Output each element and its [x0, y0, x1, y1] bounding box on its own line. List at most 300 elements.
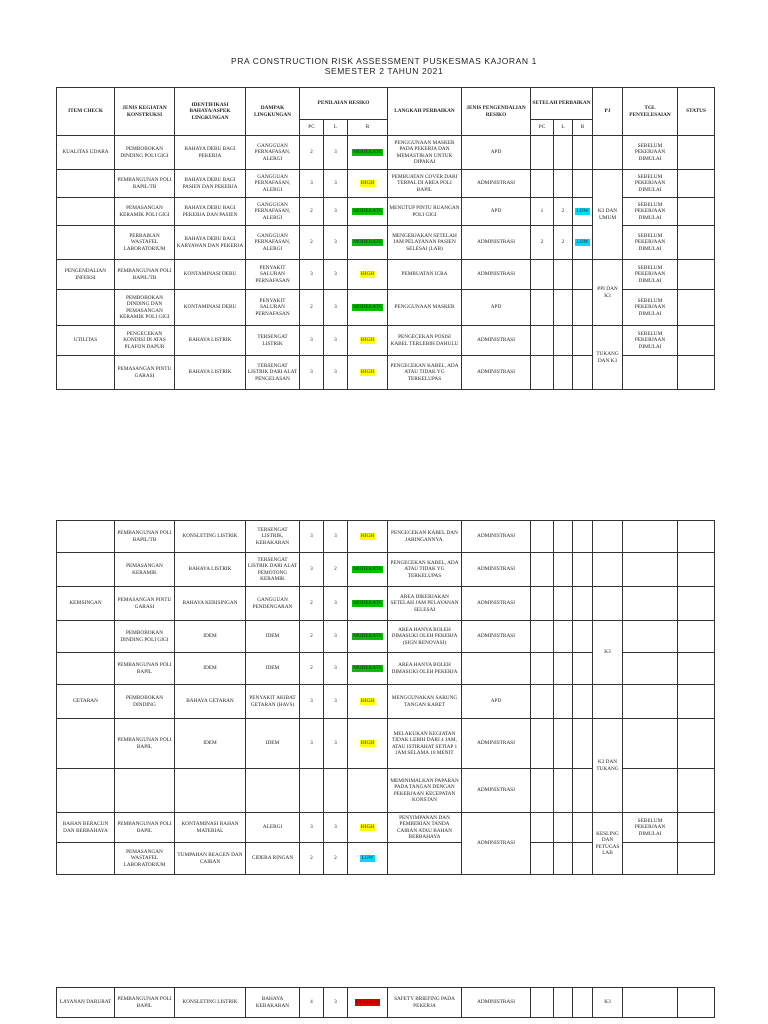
- cell-langkah: AREA DIKERJAKAN SETELAH JAM PELAYANAN SELESAI: [388, 587, 462, 621]
- cell-l: 3: [324, 813, 348, 843]
- cell-after-r: [573, 226, 593, 260]
- cell-pengendalian: ADMINISTRASI: [462, 988, 531, 1018]
- cell-after-pc: [531, 621, 554, 653]
- cell-pj: PPI DAN K3: [593, 260, 623, 326]
- risk-badge: MODERATE: [353, 600, 382, 607]
- cell-l: 3: [324, 621, 348, 653]
- cell-dampak: IDEM: [246, 653, 300, 685]
- cell-item: GETARAN: [57, 685, 115, 719]
- cell-pc: 2: [300, 226, 324, 260]
- cell-status: [678, 843, 715, 875]
- risk-badge-after: LOW: [576, 239, 589, 246]
- cell-item: [57, 521, 115, 553]
- cell-status: [678, 769, 715, 813]
- table-row: [57, 587, 715, 621]
- cell-langkah: PENGGUNAAN MASKER: [388, 290, 462, 326]
- cell-item: UTILITAS: [57, 326, 115, 356]
- cell-r: [348, 356, 388, 390]
- cell-jenis: PEMBANGUNAN POLI BAPIL: [115, 813, 175, 843]
- cell-pengendalian: APD: [462, 685, 531, 719]
- cell-status: [678, 719, 715, 769]
- cell-l: 2: [324, 553, 348, 587]
- cell-status: [678, 988, 715, 1018]
- table-row: [57, 521, 715, 553]
- cell-status: [678, 553, 715, 587]
- cell-after-r: [573, 260, 593, 290]
- table-row: [57, 813, 715, 843]
- cell-after-r: [573, 136, 593, 170]
- cell-status: [678, 587, 715, 621]
- cell-langkah: AREA HANYA BOLEH DIMASUKI OLEH PEKERJA: [388, 653, 462, 685]
- cell-after-r: [573, 326, 593, 356]
- cell-after-r: [573, 170, 593, 198]
- cell-status: [678, 685, 715, 719]
- cell-tgl: [623, 356, 678, 390]
- cell-jenis: PENGECEKAN KONDISI DI ATAS PLAFON DAPUR: [115, 326, 175, 356]
- cell-dampak: CIDERA RINGAN: [246, 843, 300, 875]
- cell-r: [348, 136, 388, 170]
- cell-ident: BAHAYA LISTRIK: [175, 326, 246, 356]
- cell-r: [348, 170, 388, 198]
- cell-tgl: SEBELUM PEKERJAAN DIMULAI: [623, 290, 678, 326]
- cell-item: KUALITAS UDARA: [57, 136, 115, 170]
- table-row: [57, 260, 715, 290]
- cell-jenis: PEMBOBOKAN DINDING POLI GIGI: [115, 621, 175, 653]
- cell-jenis: PEMBOBOKAN DINDING POLI GIGI: [115, 136, 175, 170]
- cell-pc: 3: [300, 356, 324, 390]
- cell-tgl: SEBELUM PEKERJAAN DIMULAI: [623, 326, 678, 356]
- cell-l: 3: [324, 685, 348, 719]
- cell-pc: 4: [300, 988, 324, 1018]
- cell-r: [348, 653, 388, 685]
- cell-after-l: 2: [554, 198, 573, 226]
- header-l: L: [324, 120, 348, 136]
- cell-pengendalian: APD: [462, 198, 531, 226]
- cell-r: [348, 988, 388, 1018]
- document-subtitle: SEMESTER 2 TAHUN 2021: [324, 66, 444, 76]
- cell-jenis: PEMBOBOKAN DINDING: [115, 685, 175, 719]
- cell-r: [348, 719, 388, 769]
- cell-after-pc: [531, 769, 554, 813]
- cell-tgl: SEBELUM PEKERJAAN DIMULAI: [623, 136, 678, 170]
- cell-r: [348, 843, 388, 875]
- cell-after-pc: [531, 260, 554, 290]
- cell-pengendalian: APD: [462, 290, 531, 326]
- cell-after-r: [573, 653, 593, 685]
- cell-after-r: [573, 198, 593, 226]
- cell-pengendalian: APD: [462, 136, 531, 170]
- cell-dampak: GANGGUAN PERNAFASAN, ALERGI: [246, 136, 300, 170]
- risk-badge-after: LOW: [576, 208, 589, 215]
- cell-l: 3: [324, 226, 348, 260]
- cell-item: [57, 653, 115, 685]
- cell-item: [57, 553, 115, 587]
- cell-after-pc: 1: [531, 198, 554, 226]
- cell-after-pc: [531, 326, 554, 356]
- cell-pj: [593, 685, 623, 719]
- cell-l: 3: [324, 170, 348, 198]
- cell-l: 3: [324, 290, 348, 326]
- header-after-r: R: [573, 120, 593, 136]
- risk-badge: MODERATE: [353, 149, 382, 156]
- cell-pengendalian: ADMINISTRASI: [462, 621, 531, 653]
- header-pc: PC: [300, 120, 324, 136]
- cell-status: [678, 356, 715, 390]
- cell-tgl: [623, 719, 678, 769]
- header-tgl: TGL PENYELESAIAN: [623, 88, 678, 136]
- cell-pc: 3: [300, 719, 324, 769]
- cell-after-l: [554, 587, 573, 621]
- cell-dampak: GANGGUAN PERNAFASAN, ALERGI: [246, 170, 300, 198]
- cell-langkah: MEMINIMALKAN PAPARAN PADA TANGAN DENGAN PEKERJAAN KECEPATAN KONSTAN: [388, 769, 462, 813]
- cell-item: [57, 843, 115, 875]
- cell-after-l: [554, 653, 573, 685]
- cell-pc: 3: [300, 685, 324, 719]
- cell-dampak: GANGGUAN PENDENGARAN: [246, 587, 300, 621]
- risk-badge: HIGH: [360, 740, 375, 747]
- cell-pengendalian: [462, 653, 531, 685]
- cell-pengendalian: ADMINISTRASI: [462, 587, 531, 621]
- cell-jenis: [115, 769, 175, 813]
- table-row: [57, 685, 715, 719]
- cell-pc: 2: [300, 198, 324, 226]
- cell-ident: BAHAYA DEBU BAGI PEKERJA DAN PASIEN: [175, 198, 246, 226]
- cell-pc: 3: [300, 170, 324, 198]
- cell-tgl: SEBELUM PEKERJAAN DIMULAI: [623, 813, 678, 843]
- cell-l: 3: [324, 326, 348, 356]
- cell-after-r: [573, 553, 593, 587]
- cell-l: 2: [324, 843, 348, 875]
- cell-status: [678, 170, 715, 198]
- risk-badge: MODERATE: [353, 633, 382, 640]
- cell-ident: IDEM: [175, 719, 246, 769]
- cell-pengendalian: ADMINISTRASI: [462, 521, 531, 553]
- cell-l: 3: [324, 719, 348, 769]
- cell-item: [57, 198, 115, 226]
- risk-badge: HIGH: [360, 698, 375, 705]
- cell-pengendalian: ADMINISTRASI: [462, 553, 531, 587]
- cell-tgl: [623, 553, 678, 587]
- cell-after-r: [573, 769, 593, 813]
- cell-dampak: BAHAYA KEBAKARAN: [246, 988, 300, 1018]
- cell-tgl: [623, 521, 678, 553]
- cell-jenis: PEMASANGAN KERAMIK POLI GIGI: [115, 198, 175, 226]
- cell-pc: 2: [300, 136, 324, 170]
- header-identifikasi: IDENTIFIKASI BAHAYA/ASPEK LINGKUNGAN: [175, 88, 246, 136]
- cell-jenis: PEMBANGUNAN POLI BAPIL: [115, 719, 175, 769]
- cell-item: [57, 226, 115, 260]
- cell-langkah: PENYIMPANAN DAN PEMBERIAN TANDA CAIRAN ATAU BAHAN BERBAHAYA: [388, 813, 462, 843]
- cell-langkah: MENGGUNAKAN SARUNG TANGAN KARET: [388, 685, 462, 719]
- cell-ident: TUMPAHAN REAGEN DAN CAIRAN: [175, 843, 246, 875]
- cell-l: 3: [324, 521, 348, 553]
- cell-ident: BAHAYA DEBU BAGI KARYAWAN DAN PEKERJA: [175, 226, 246, 260]
- cell-tgl: [623, 769, 678, 813]
- cell-item: LAYANAN DARURAT: [57, 988, 115, 1018]
- cell-pengendalian: ADMINISTRASI: [462, 260, 531, 290]
- cell-ident: BAHAYA DEBU BAGI PASIEN DAN PEKERJA: [175, 170, 246, 198]
- cell-ident: BAHAYA GETARAN: [175, 685, 246, 719]
- cell-ident: [175, 769, 246, 813]
- cell-jenis: PEMBANGUNAN POLI BAPIL/TB: [115, 170, 175, 198]
- cell-langkah: SAFETY BRIEFING PADA PEKERJA: [388, 988, 462, 1018]
- cell-pc: 2: [300, 621, 324, 653]
- cell-r: [348, 621, 388, 653]
- cell-ident: IDEM: [175, 653, 246, 685]
- cell-after-pc: [531, 843, 554, 875]
- cell-langkah: PEMBUATAN ICRA: [388, 260, 462, 290]
- table-row: [57, 170, 715, 198]
- cell-ident: BAHAYA DEBU BAGI PEKERJA: [175, 136, 246, 170]
- cell-pengendalian: ADMINISTRASI: [462, 356, 531, 390]
- risk-badge: MODERATE: [353, 304, 382, 311]
- cell-dampak: PENYAKIT SALURAN PERNAFASAN: [246, 290, 300, 326]
- risk-badge: HIGH: [360, 337, 375, 344]
- cell-tgl: [623, 685, 678, 719]
- cell-pc: 3: [300, 326, 324, 356]
- risk-table-section-1: [56, 87, 715, 390]
- cell-after-r: [573, 843, 593, 875]
- cell-tgl: [623, 653, 678, 685]
- cell-dampak: PENYAKIT AKIBAT GETARAN (HAVS): [246, 685, 300, 719]
- cell-after-l: [554, 843, 573, 875]
- cell-pj: K3 DAN TUKANG: [593, 719, 623, 813]
- cell-pengendalian: ADMINISTRASI: [462, 326, 531, 356]
- header-langkah: LANGKAH PERBAIKAN: [388, 88, 462, 136]
- cell-pc: 3: [300, 260, 324, 290]
- cell-pj: [593, 521, 623, 553]
- cell-status: [678, 653, 715, 685]
- cell-status: [678, 621, 715, 653]
- cell-after-l: [554, 290, 573, 326]
- cell-l: 3: [324, 653, 348, 685]
- cell-r: [348, 813, 388, 843]
- cell-langkah: MENUTUP PINTU RUANGAN POLI GIGI: [388, 198, 462, 226]
- cell-after-l: [554, 260, 573, 290]
- cell-jenis: PEMASANGAN PINTU GARASI: [115, 587, 175, 621]
- cell-dampak: GANGGUAN PERNAFASAN, ALERGI: [246, 226, 300, 260]
- cell-l: 3: [324, 136, 348, 170]
- header-dampak: DAMPAK LINGKUNGAN: [246, 88, 300, 136]
- cell-after-l: [554, 521, 573, 553]
- cell-after-l: [554, 170, 573, 198]
- cell-tgl: SEBELUM PEKERJAAN DIMULAI: [623, 226, 678, 260]
- cell-after-l: [554, 813, 573, 843]
- cell-after-l: [554, 769, 573, 813]
- cell-after-r: [573, 813, 593, 843]
- cell-r: [348, 326, 388, 356]
- cell-after-r: [573, 621, 593, 653]
- cell-status: [678, 326, 715, 356]
- cell-after-l: [554, 719, 573, 769]
- cell-ident: BAHAYA KEBISINGAN: [175, 587, 246, 621]
- cell-pc: 3: [300, 521, 324, 553]
- cell-ident: KONTAMINASI DEBU: [175, 260, 246, 290]
- cell-r: [348, 521, 388, 553]
- cell-dampak: IDEM: [246, 719, 300, 769]
- cell-after-pc: [531, 356, 554, 390]
- cell-dampak: PENYAKIT SALURAN PERNAFASAN: [246, 260, 300, 290]
- cell-after-r: [573, 521, 593, 553]
- cell-jenis: PEMBANGUNAN POLI BAPIL: [115, 988, 175, 1018]
- cell-dampak: TERSENGAT LISTRIK: [246, 326, 300, 356]
- header-after-l: L: [554, 120, 573, 136]
- cell-item: [57, 621, 115, 653]
- cell-l: 3: [324, 198, 348, 226]
- cell-r: [348, 226, 388, 260]
- cell-after-pc: [531, 136, 554, 170]
- cell-after-pc: [531, 813, 554, 843]
- cell-r: [348, 769, 388, 813]
- cell-pc: [300, 769, 324, 813]
- risk-badge: EKSTRIM: [355, 999, 380, 1006]
- cell-dampak: TERSENGAT LISTRIK DARI ALAT PENGELASAN: [246, 356, 300, 390]
- table-row: [57, 553, 715, 587]
- cell-after-pc: 2: [531, 226, 554, 260]
- risk-badge: LOW: [361, 855, 374, 862]
- cell-pj: [593, 587, 623, 621]
- cell-jenis: PEMASANGAN PINTU GARASI: [115, 356, 175, 390]
- cell-tgl: [623, 621, 678, 653]
- cell-after-pc: [531, 719, 554, 769]
- cell-after-l: [554, 621, 573, 653]
- cell-pj: TUKANG DAN K3: [593, 326, 623, 390]
- cell-status: [678, 260, 715, 290]
- cell-after-pc: [531, 170, 554, 198]
- risk-table-section-2: [56, 520, 715, 875]
- cell-langkah: [388, 843, 462, 875]
- cell-pc: 3: [300, 813, 324, 843]
- cell-after-r: [573, 587, 593, 621]
- header-jenis-kegiatan: JENIS KEGIATAN KONSTRUKSI: [115, 88, 175, 136]
- cell-r: [348, 260, 388, 290]
- header-pengendalian: JENIS PENGENDALIAN RESIKO: [462, 88, 531, 136]
- cell-ident: IDEM: [175, 621, 246, 653]
- cell-after-pc: [531, 988, 554, 1018]
- cell-langkah: PENGECEKAN KABEL, ADA ATAU TIDAK YG TERKELUPAS: [388, 356, 462, 390]
- risk-badge: MODERATE: [353, 566, 382, 573]
- cell-after-pc: [531, 685, 554, 719]
- cell-after-r: [573, 356, 593, 390]
- cell-after-l: [554, 988, 573, 1018]
- cell-r: [348, 198, 388, 226]
- cell-after-l: [554, 356, 573, 390]
- cell-pengendalian: ADMINISTRASI: [462, 769, 531, 813]
- cell-item: [57, 719, 115, 769]
- cell-l: 3: [324, 587, 348, 621]
- cell-after-l: [554, 136, 573, 170]
- cell-dampak: TERSENGAT LISTRIK, KEBAKARAN: [246, 521, 300, 553]
- cell-r: [348, 553, 388, 587]
- risk-badge: HIGH: [360, 824, 375, 831]
- cell-ident: KONTAMINASI DEBU: [175, 290, 246, 326]
- cell-tgl: SEBELUM PEKERJAAN DIMULAI: [623, 260, 678, 290]
- header-setelah: SETELAH PERBAIKAN: [531, 88, 593, 120]
- cell-item: [57, 356, 115, 390]
- cell-status: [678, 813, 715, 843]
- cell-jenis: PEMASANGAN WASTAFEL LABORATORIUM: [115, 843, 175, 875]
- cell-pc: 2: [300, 290, 324, 326]
- risk-badge: MODERATE: [353, 239, 382, 246]
- cell-langkah: PENGECEKAN POSISI KABEL TERLEBIH DAHULU: [388, 326, 462, 356]
- cell-r: [348, 685, 388, 719]
- risk-table-section-3: [56, 987, 715, 1018]
- cell-pc: 2: [300, 843, 324, 875]
- cell-item: KEBISINGAN: [57, 587, 115, 621]
- cell-langkah: PENGECEKAN KABEL DAN JARINGANNYA.: [388, 521, 462, 553]
- cell-ident: KONTAMINASI BAHAN MATERIAL: [175, 813, 246, 843]
- cell-after-pc: [531, 587, 554, 621]
- cell-item: [57, 769, 115, 813]
- cell-after-pc: [531, 553, 554, 587]
- cell-ident: BAHAYA LISTRIK: [175, 553, 246, 587]
- cell-dampak: IDEM: [246, 621, 300, 653]
- cell-tgl: [623, 587, 678, 621]
- cell-pj: [593, 553, 623, 587]
- cell-tgl: SEBELUM PEKERJAAN DIMULAI: [623, 170, 678, 198]
- cell-status: [678, 521, 715, 553]
- cell-status: [678, 290, 715, 326]
- cell-after-r: [573, 685, 593, 719]
- cell-after-r: [573, 719, 593, 769]
- cell-langkah: MENGERJAKAN SETELAH JAM PELAYANAN PASIEN SELESAI (LAB): [388, 226, 462, 260]
- cell-ident: KONSLETING LISTRIK: [175, 988, 246, 1018]
- cell-pc: 2: [300, 587, 324, 621]
- cell-item: PENGENDALIAN INFEKSI: [57, 260, 115, 290]
- cell-ident: BAHAYA LISTRIK: [175, 356, 246, 390]
- cell-jenis: PEMBOBOKAN DINDING DAN PEMASANGAN KERAMIK POLI GIGI: [115, 290, 175, 326]
- cell-after-r: [573, 290, 593, 326]
- cell-dampak: ALERGI: [246, 813, 300, 843]
- risk-badge: MODERATE: [353, 665, 382, 672]
- cell-l: [324, 769, 348, 813]
- cell-pj: K3: [593, 988, 623, 1018]
- cell-status: [678, 136, 715, 170]
- cell-pengendalian: ADMINISTRASI: [462, 226, 531, 260]
- cell-after-l: [554, 685, 573, 719]
- cell-l: 3: [324, 356, 348, 390]
- risk-badge: HIGH: [360, 271, 375, 278]
- cell-after-pc: [531, 521, 554, 553]
- cell-after-l: [554, 326, 573, 356]
- cell-jenis: PEMBANGUNAN POLI BAPIL/TB: [115, 521, 175, 553]
- cell-tgl: [623, 843, 678, 875]
- cell-jenis: PERBAIKAN WASTAFEL LABORATORIUM: [115, 226, 175, 260]
- cell-after-pc: [531, 653, 554, 685]
- cell-pengendalian: ADMINISTRASI: [462, 719, 531, 769]
- cell-r: [348, 587, 388, 621]
- cell-pj: KESLING DAN PETUGAS LAB: [593, 813, 623, 875]
- cell-l: 3: [324, 988, 348, 1018]
- cell-pj: K3: [593, 621, 623, 685]
- cell-jenis: PEMBANGUNAN POLI BAPIL/TB: [115, 260, 175, 290]
- cell-pc: 3: [300, 553, 324, 587]
- cell-after-r: [573, 988, 593, 1018]
- cell-item: [57, 170, 115, 198]
- cell-item: BAHAN BERACUN DAN BERBAHAYA: [57, 813, 115, 843]
- cell-langkah: PEMBUATAN COVER DARI TERPAL DI AREA POLI BAPIL: [388, 170, 462, 198]
- cell-r: [348, 290, 388, 326]
- cell-after-pc: [531, 290, 554, 326]
- header-status: STATUS: [678, 88, 715, 136]
- cell-ident: KONSLETING LISTRIK: [175, 521, 246, 553]
- cell-after-l: [554, 553, 573, 587]
- cell-pengendalian: ADMINISTRASI: [462, 813, 531, 875]
- header-r: R: [348, 120, 388, 136]
- risk-badge: HIGH: [360, 180, 375, 187]
- cell-langkah: MELAKUKAN KEGIATAN TIDAK LEBIH DARI 4 JAM, ATAU ISTIRAHAT SETIAP 1 JAM SELAMA 10 MENIT: [388, 719, 462, 769]
- cell-langkah: PENGGUNAAN MASKER PADA PEKERJA DAN MEMASTIKAN UNTUK DIPAKAI: [388, 136, 462, 170]
